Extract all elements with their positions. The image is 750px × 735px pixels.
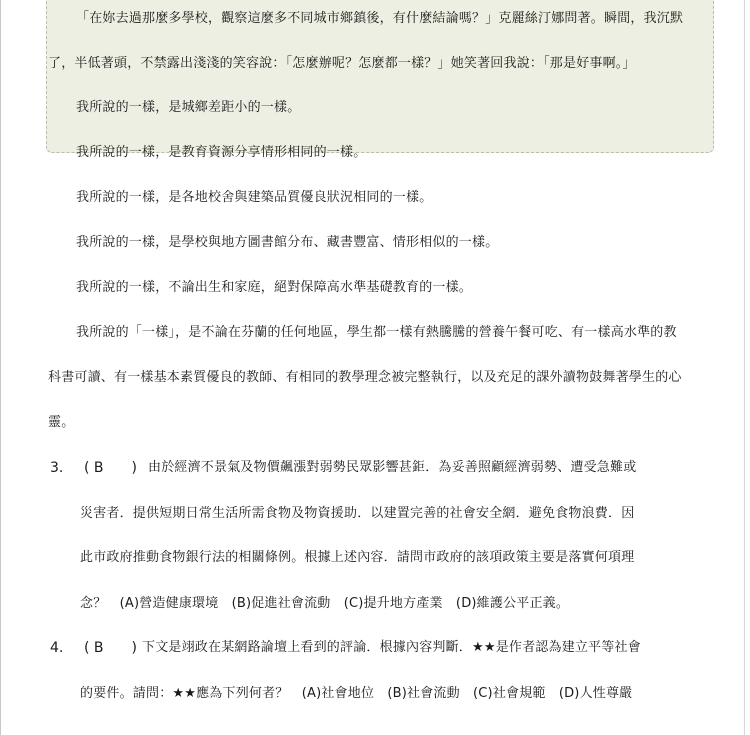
passage-line: 我所說的「一樣」，是不論在芬蘭的任何地區，學生都一樣有熱騰騰的營養午餐可吃、有一樣高水準的教: [76, 325, 677, 340]
answer-marker: ( B ): [84, 640, 137, 656]
question-line: 的要件。請問：★★應為下列何者？ (A)社會地位 (B)社會流動 (C)社會規範 (D)人性尊嚴: [80, 686, 633, 701]
passage-line: 科書可讀、有一樣基本素質優良的教師、有相同的教學理念被完整執行，以及充足的課外讀物鼓舞著學生的心: [48, 370, 682, 385]
page-left-edge: [0, 0, 1, 735]
question-line: 災害者．提供短期日常生活所需食物及物資援助．以建置完善的社會安全網．避免食物浪費．因: [80, 506, 635, 521]
passage-line: 我所說的一樣，是教育資源分享情形相同的一樣。: [76, 145, 367, 160]
answer-marker: ( B ): [84, 460, 137, 476]
question-number: 3.: [50, 460, 64, 476]
question-number: 4.: [50, 640, 64, 656]
passage-line: 了，半低著頭，不禁露出淺淺的笑容說：「怎麼辦呢？怎麼都一樣？」她笑著回我說：「那是好事啊。」: [48, 56, 636, 71]
passage-line: 靈。: [48, 415, 75, 430]
question-line: 下文是翊政在某網路論壇上看到的評論．根據內容判斷．★★是作者認為建立平等社會: [142, 640, 641, 655]
passage-line: 我所說的一樣，是學校與地方圖書館分布、藏書豐富、情形相似的一樣。: [76, 235, 499, 250]
passage-line: 我所說的一樣，不論出生和家庭，絕對保障高水準基礎教育的一樣。: [76, 280, 473, 295]
passage-line: 我所說的一樣，是城鄉差距小的一樣。: [76, 100, 301, 115]
question-line: 此市政府推動食物銀行法的相關條例。根據上述內容．請問市政府的該項政策主要是落實何項理: [80, 550, 635, 565]
page-right-edge: [744, 0, 745, 735]
question-line: 念？ (A)營造健康環境 (B)促進社會流動 (C)提升地方產業 (D)維護公平正義。: [80, 596, 570, 611]
passage-line: 我所說的一樣，是各地校舍與建築品質優良狀況相同的一樣。: [76, 190, 433, 205]
passage-line: 「在妳去過那麼多學校，觀察這麼多不同城市鄉鎮後，有什麼結論嗎？」克麗絲汀娜問著。瞬間，我沉默: [76, 11, 684, 26]
question-line: 由於經濟不景氣及物價飆漲對弱勢民眾影響甚鉅．為妥善照顧經濟弱勢、遭受急難或: [148, 460, 637, 475]
